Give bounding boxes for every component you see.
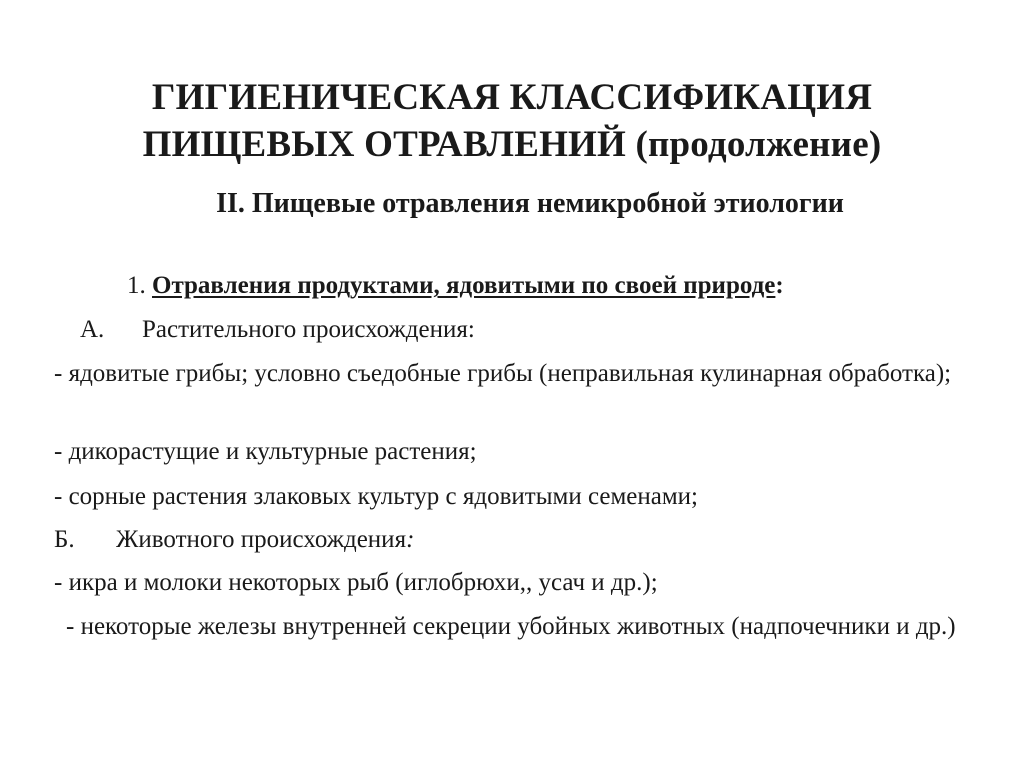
list-item: - сорные растения злаковых культур с ядовитыми семенами; bbox=[54, 483, 699, 510]
slide-title-line-2: ПИЩЕВЫХ ОТРАВЛЕНИЙ (продолжение) bbox=[142, 124, 882, 165]
section-a-label: Растительного происхождения: bbox=[142, 316, 475, 343]
item-1-heading-text: Отравления продуктами, ядовитыми по своей природе bbox=[152, 272, 776, 299]
list-item bbox=[54, 611, 1004, 642]
slide-title-line-1: ГИГИЕНИЧЕСКАЯ КЛАССИФИКАЦИЯ bbox=[151, 77, 873, 118]
section-b-label: Животного происхождения bbox=[116, 526, 407, 553]
section-a-marker: А. bbox=[80, 316, 105, 343]
section-a-heading bbox=[80, 314, 475, 345]
list-item-text: - некоторые железы внутренней секреции убойных животных (надпочечники и др.) bbox=[66, 613, 956, 640]
list-item: - ядовитые грибы; условно съедобные грибы (неправильная кулинарная обработка); bbox=[54, 360, 952, 387]
list-item: - икра и молоки некоторых рыб (иглобрюхи,, усач и др.); bbox=[54, 569, 658, 596]
item-1-colon: : bbox=[775, 272, 784, 299]
list-item: - дикорастущие и культурные растения; bbox=[54, 438, 477, 465]
slide-subtitle: II. Пищевые отравления немикробной этиологии bbox=[216, 188, 844, 219]
section-b-colon: : bbox=[406, 526, 415, 553]
item-1-heading bbox=[127, 270, 784, 301]
item-1-number: 1. bbox=[127, 272, 152, 299]
section-b-marker: Б. bbox=[54, 526, 75, 553]
section-b-heading bbox=[54, 524, 414, 555]
slide-title bbox=[0, 74, 1024, 168]
